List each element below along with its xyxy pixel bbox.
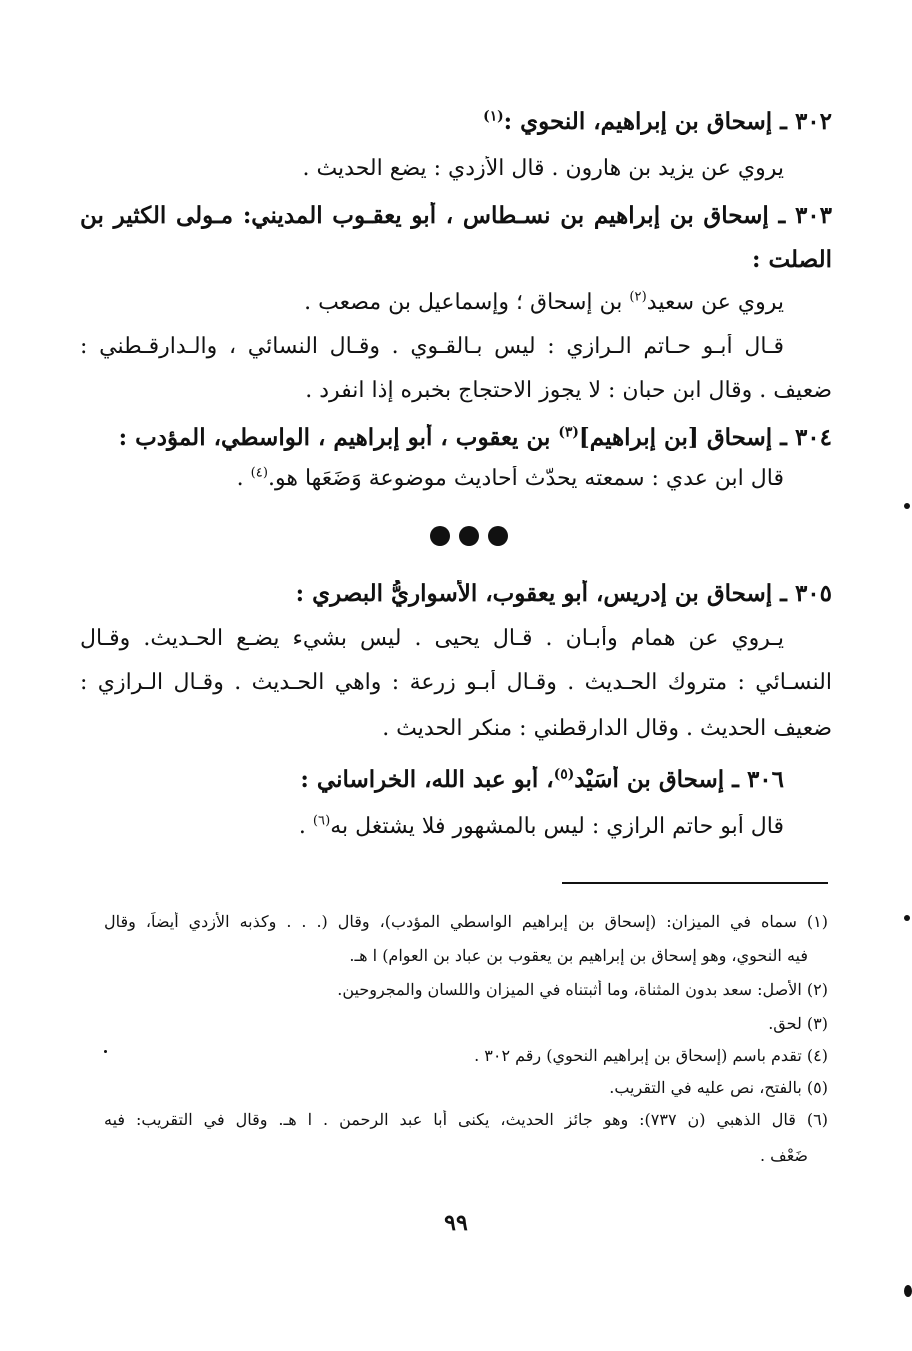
- footnote-ref-5: (٥): [553, 766, 575, 783]
- scan-speck: [104, 1050, 107, 1053]
- footnote-3: (٣) لحق.: [768, 1014, 828, 1033]
- footnote-ref-1: (١): [483, 108, 504, 125]
- entry-303-text-line3: ضعيف . وقال ابن حبان : لا يجوز الاحتجاج بخبره إذا انفرد .: [305, 378, 832, 403]
- footnote-1-line2: فيه النحوي، وهو إسحاق بن إبراهيم بن يعقوب بن عباد بن العوام) ا هـ.: [349, 946, 808, 965]
- footnote-4: (٤) تقدم باسم (إسحاق بن إبراهيم النحوي) رقم ٣٠٢ .: [474, 1046, 828, 1065]
- footnote-2: (٢) الأصل: سعد بدون المثناة، وما أثبتناه في الميزان واللسان والمجروحين.: [337, 980, 828, 999]
- entry-302-title: ٣٠٢ ـ إسحاق بن إبراهيم، النحوي :: [503, 108, 832, 135]
- footnote-6-line1: (٦) قال الذهبي (ن ٧٣٧): وهو جائز الحديث، يكنى أبا عبد الرحمن . ا هـ. وقال في التقريب: فيه: [104, 1110, 828, 1129]
- scan-speck: [904, 1285, 912, 1297]
- footnote-ref-4: (٤): [250, 466, 268, 481]
- entry-304-text-a: قال ابن عدي : سمعته يحدّث أحاديث موضوعة وَضَعَها هو.: [268, 466, 784, 491]
- entry-304-title-a: ٣٠٤ ـ إسحاق [بن إبراهيم]: [578, 424, 832, 451]
- dot: [459, 526, 479, 546]
- entry-306-title-b: ، أبو عبد الله، الخراساني :: [300, 766, 554, 793]
- entry-303-text-b: بن إسحاق ؛ وإسماعيل بن مصعب .: [304, 290, 630, 315]
- entry-305-heading: ٣٠٥ ـ إسحاق بن إدريس، أبو يعقوب، الأسواريُّ البصري :: [295, 580, 832, 607]
- entry-306-text: [80, 814, 784, 840]
- entry-305-text-line2: النسـائي : متروك الحـديث . وقـال أبـو زرعة : واهي الحـديث . وقـال الـرازي :: [80, 670, 832, 695]
- footnote-1-line1: (١) سماه في الميزان: (إسحاق بن إبراهيم الواسطي المؤدب)، وقال (. . . وكذبه الأزدي أيضاً، وقال: [104, 912, 828, 931]
- dot: [430, 526, 450, 546]
- entry-305-text-line1: يـروي عن همام وأبـان . قـال يحيى . ليس بشيء يضـع الحـديث. وقـال: [80, 626, 784, 651]
- entry-306-text-b: .: [298, 814, 313, 839]
- entry-306-title-a: ٣٠٦ ـ إسحاق بن أُسَيْد: [574, 766, 784, 793]
- entry-304-text-b: .: [236, 466, 251, 491]
- footnote-5: (٥) بالفتح، نص عليه في التقريب.: [609, 1078, 828, 1097]
- entry-305-text-line3: ضعيف الحديث . وقال الدارقطني : منكر الحديث .: [382, 716, 832, 741]
- entry-302-heading: [72, 108, 832, 136]
- entry-304-heading: [80, 424, 832, 452]
- entry-303-text-line2: قـال أبـو حـاتم الـرازي : ليس بـالقـوي . وقـال النسائي ، والـدارقـطني :: [80, 334, 784, 359]
- section-separator-dots: [430, 526, 508, 546]
- entry-303-heading-line1: ٣٠٣ ـ إسحاق بن إبراهيم بن نسـطاس ، أبو يعقـوب المديني: مـولى الكثير بن: [80, 202, 832, 229]
- entry-306-heading: [80, 766, 784, 794]
- entry-306-text-a: قال أبو حاتم الرازي : ليس بالمشهور فلا يشتغل به: [330, 814, 784, 839]
- entry-303-heading-line2: الصلت :: [751, 246, 832, 273]
- footnote-ref-2: (٢): [629, 290, 647, 305]
- entry-304-text: [80, 466, 784, 492]
- dot: [488, 526, 508, 546]
- footnote-6-line2: ضَعْف .: [759, 1146, 808, 1165]
- entry-303-text-line1: [80, 290, 784, 316]
- entry-302-text: يروي عن يزيد بن هارون . قال الأزدي : يضع الحديث .: [302, 156, 784, 181]
- scan-speck: [904, 503, 910, 509]
- footnote-ref-3: (٣): [558, 424, 579, 441]
- scan-speck: [904, 915, 910, 921]
- entry-303-text-a: يروي عن سعيد: [646, 290, 784, 315]
- page-number: ٩٩: [444, 1210, 468, 1236]
- entry-304-title-b: بن يعقوب ، أبو إبراهيم ، الواسطي، المؤدب :: [118, 424, 559, 451]
- footnote-ref-6: (٦): [312, 814, 331, 829]
- footnote-divider: [562, 882, 828, 884]
